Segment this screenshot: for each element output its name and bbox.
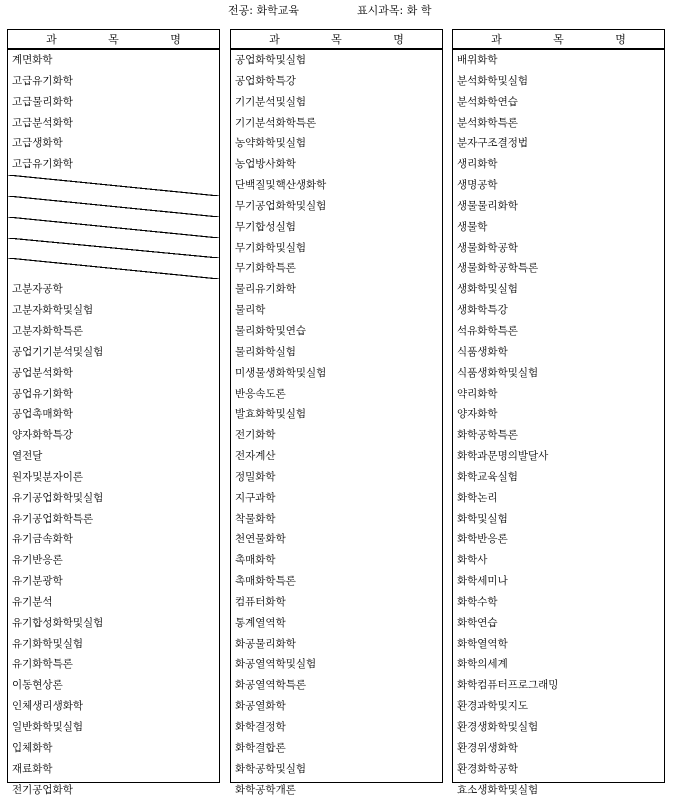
course-row: 화학공학및실험 [235, 762, 307, 775]
course-row: 화공열역학및실험 [235, 658, 317, 671]
course-row: 고분자공학 [12, 283, 63, 296]
course-row: 생화학및실험 [457, 283, 518, 296]
course-row: 농약화학및실험 [235, 137, 307, 150]
course-row: 인체생리생화학 [12, 700, 84, 713]
course-row: 컴퓨터화학 [235, 595, 286, 608]
course-row: 무기화학특론 [235, 262, 296, 275]
course-row: 유기화학및실험 [12, 637, 84, 650]
course-row: 고급유기화학 [12, 74, 73, 87]
course-row: 석유화학특론 [457, 324, 518, 337]
course-row: 전기화학 [235, 429, 276, 442]
course-row: 유기반응론 [12, 554, 63, 567]
course-row: 농업방사화학 [235, 158, 296, 171]
course-row: 약리화학 [457, 387, 498, 400]
course-row: 화공열역학특론 [235, 679, 307, 692]
course-row: 공업분석화학 [12, 366, 73, 379]
course-row: 물리화학및연습 [235, 324, 307, 337]
empty-course-row [8, 196, 219, 217]
course-row: 화학및실험 [457, 512, 508, 525]
course-row: 화학공학개론 [235, 783, 296, 796]
course-row: 화학결정학 [235, 721, 286, 733]
course-row: 단백질및핵산생화학 [235, 179, 327, 192]
course-row: 환경생화학및실험 [457, 721, 539, 733]
course-row: 유기공업화학및실험 [12, 491, 104, 504]
course-row: 유기분석 [12, 595, 53, 608]
course-row: 화학논리 [457, 491, 498, 504]
course-row: 고분자화학및실험 [12, 304, 94, 317]
course-row: 공업화학특강 [235, 74, 296, 87]
course-row: 착물화학 [235, 512, 276, 525]
course-row: 화공열화학 [235, 700, 286, 713]
course-row: 유기금속화학 [12, 533, 73, 546]
course-row: 물리학 [235, 304, 266, 317]
course-row: 공업유기화학 [12, 387, 73, 400]
course-row: 고급분석화학 [12, 116, 73, 129]
course-list [453, 50, 664, 800]
course-row: 분석화학연습 [457, 95, 518, 108]
course-row: 화학사 [457, 554, 488, 567]
course-column-2 [230, 29, 443, 796]
course-row: 배위화학 [457, 54, 498, 66]
empty-course-row [8, 238, 219, 259]
course-row: 생리화학 [457, 158, 498, 171]
empty-course-row [8, 217, 219, 238]
course-row: 물리화학실험 [235, 345, 296, 358]
course-row: 생물화학공학 [457, 241, 518, 254]
course-row: 촉매화학 [235, 554, 276, 567]
course-row: 생물물리화학 [457, 199, 518, 212]
course-row: 화학연습 [457, 616, 498, 629]
course-row: 식품생화학및실험 [457, 366, 539, 379]
course-row: 열전달 [12, 450, 43, 463]
course-row: 입체화학 [12, 741, 53, 754]
course-row: 전기공업화학 [12, 783, 73, 796]
column-header: 과 목 명 [8, 30, 219, 50]
course-row: 환경화학공학 [457, 762, 518, 775]
course-row: 분석화학특론 [457, 116, 518, 129]
course-row: 환경위생화학 [457, 741, 518, 754]
course-row: 고급생화학 [12, 137, 63, 150]
course-row: 효소생화학및실험 [457, 783, 539, 796]
course-row: 화학결합론 [235, 741, 286, 754]
course-row: 천연물화학 [235, 533, 286, 546]
course-row: 화학공학특론 [457, 429, 518, 442]
course-row: 화학의세계 [457, 658, 508, 671]
course-row: 유기화학특론 [12, 658, 73, 671]
course-row: 유기공업화학특론 [12, 512, 94, 525]
course-row: 반응속도론 [235, 387, 286, 400]
course-row: 생물학 [457, 220, 488, 233]
course-row: 발효화학및실험 [235, 408, 307, 421]
course-row: 화학수학 [457, 595, 498, 608]
course-column-1 [7, 29, 220, 796]
course-row: 무기합성실험 [235, 220, 296, 233]
page-header [0, 2, 675, 16]
course-row: 물리유기화학 [235, 283, 296, 296]
course-row: 화학컴퓨터프로그래밍 [457, 679, 559, 692]
course-row: 미생물생화학및실험 [235, 366, 327, 379]
course-row: 분자구조결정법 [457, 137, 529, 150]
course-row: 전자계산 [235, 450, 276, 463]
course-row: 유기분광학 [12, 575, 63, 588]
course-row: 유기합성화학및실험 [12, 616, 104, 629]
course-row: 양자화학 [457, 408, 498, 421]
course-row: 이동현상론 [12, 679, 63, 692]
course-row: 기기분석화학특론 [235, 116, 317, 129]
course-row: 촉매화학특론 [235, 575, 296, 588]
course-column-3 [452, 29, 665, 796]
course-row: 일반화학및실험 [12, 721, 84, 733]
course-row: 계면화학 [12, 54, 53, 66]
course-row: 양자화학특강 [12, 429, 73, 442]
course-row: 재료화학 [12, 762, 53, 775]
course-row: 지구과학 [235, 491, 276, 504]
column-header: 과 목 명 [231, 30, 442, 50]
course-row: 원자및분자이론 [12, 470, 84, 483]
course-list [231, 50, 442, 800]
empty-course-row [8, 258, 219, 279]
course-row: 화학열역학 [457, 637, 508, 650]
course-row: 고분자화학특론 [12, 324, 84, 337]
course-row: 고급유기화학 [12, 158, 73, 171]
course-row: 생화학특강 [457, 304, 508, 317]
course-row: 정밀화학 [235, 470, 276, 483]
course-row: 화학교육실험 [457, 470, 518, 483]
course-row: 무기공업화학및실험 [235, 199, 327, 212]
course-row: 공업기기분석및실험 [12, 345, 104, 358]
course-list [8, 50, 219, 800]
course-row: 식품생화학 [457, 345, 508, 358]
course-row: 공업화학및실험 [235, 54, 307, 66]
course-row: 공업촉매화학 [12, 408, 73, 421]
course-row: 환경과학및지도 [457, 700, 529, 713]
course-row: 화공물리화학 [235, 637, 296, 650]
empty-course-row [8, 175, 219, 196]
course-row: 분석화학및실험 [457, 74, 529, 87]
major-label: 전공: 화학교육 [228, 4, 299, 17]
column-header: 과 목 명 [453, 30, 664, 50]
course-row: 고급물리화학 [12, 95, 73, 108]
course-row: 기기분석및실험 [235, 95, 307, 108]
subject-label: 표시과목: 화 학 [357, 4, 432, 17]
course-row: 생물화학공학특론 [457, 262, 539, 275]
course-row: 무기화학및실험 [235, 241, 307, 254]
course-row: 생명공학 [457, 179, 498, 192]
course-row: 화학세미나 [457, 575, 508, 588]
course-row: 통계열역학 [235, 616, 286, 629]
course-row: 화학과문명의발달사 [457, 450, 549, 463]
course-row: 화학반응론 [457, 533, 508, 546]
